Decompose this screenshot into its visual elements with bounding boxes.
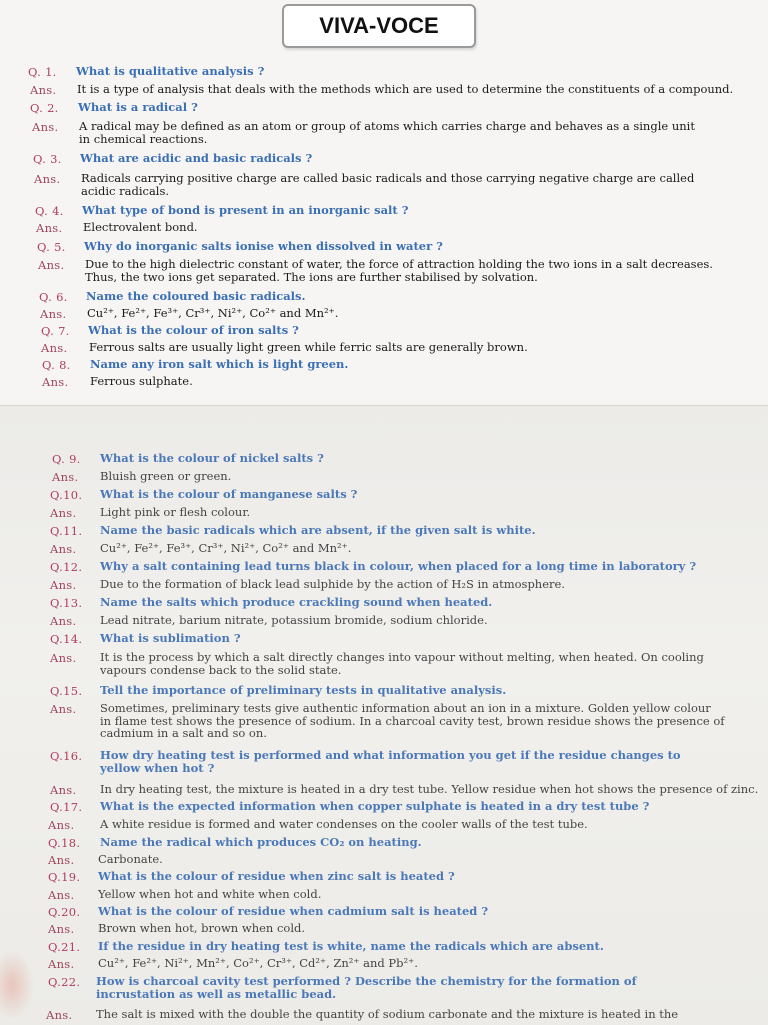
question-text: Name the coloured basic radicals. [86, 289, 306, 303]
answer-label: Ans. [46, 1008, 73, 1022]
answer-label: Ans. [48, 853, 75, 867]
answer-text: Cu²⁺, Fe²⁺, Fe³⁺, Cr³⁺, Ni²⁺, Co²⁺ and Mn²⁺. [87, 306, 339, 320]
question-number: Q.12. [50, 560, 83, 574]
question-number: Q.10. [50, 488, 83, 502]
answer-text: In dry heating test, the mixture is heated in a dry test tube. Yellow residue when hot shows the presence of zinc. [100, 782, 759, 796]
answer-label: Ans. [38, 258, 65, 272]
question-text: Name the salts which produce crackling sound when heated. [100, 595, 493, 609]
question-text: Name the basic radicals which are absent, if the given salt is white. [100, 523, 536, 537]
answer-text: in flame test shows the presence of sodium. In a charcoal cavity test, brown residue shows the presence of [100, 713, 725, 728]
answer-text: acidic radicals. [81, 183, 170, 198]
question-text: If the residue in dry heating test is white, name the radicals which are absent. [98, 939, 604, 953]
question-number: Q. 2. [30, 101, 59, 115]
question-number: Q. 6. [39, 290, 68, 304]
question-text: What is the colour of residue when zinc salt is heated ? [98, 869, 455, 883]
question-text: incrustation as well as metallic bead. [96, 986, 337, 1001]
answer-label: Ans. [48, 888, 75, 902]
question-text: How is charcoal cavity test performed ? Describe the chemistry for the formation of [96, 974, 637, 988]
answer-text: A white residue is formed and water condenses on the cooler walls of the test tube. [100, 817, 588, 831]
question-number: Q.21. [48, 940, 81, 954]
question-number: Q. 5. [37, 240, 66, 254]
question-text: What is the colour of residue when cadmium salt is heated ? [98, 904, 489, 918]
question-text: What are acidic and basic radicals ? [80, 151, 313, 165]
answer-label: Ans. [50, 702, 77, 716]
question-number: Q.16. [50, 749, 83, 763]
question-text: Why a salt containing lead turns black in colour, when placed for a long time in laboratory ? [100, 559, 697, 573]
answer-text: Yellow when hot and white when cold. [98, 887, 322, 901]
answer-text: Due to the high dielectric constant of water, the force of attraction holding the two ions in a salt decreases. [85, 257, 713, 271]
answer-label: Ans. [36, 221, 63, 235]
answer-text: Sometimes, preliminary tests give authentic information about an ion in a mixture. Golden yellow colour [100, 701, 711, 715]
question-number: Q.17. [50, 800, 83, 814]
answer-label: Ans. [50, 614, 77, 628]
answer-text: in chemical reactions. [79, 131, 208, 146]
answer-label: Ans. [50, 506, 77, 520]
question-number: Q. 9. [52, 452, 81, 466]
question-number: Q.18. [48, 836, 81, 850]
answer-text: vapours condense back to the solid state. [100, 662, 342, 677]
answer-label: Ans. [30, 83, 57, 97]
answer-label: Ans. [50, 651, 77, 665]
question-text: What is a radical ? [78, 100, 198, 114]
answer-text: Cu²⁺, Fe²⁺, Fe³⁺, Cr³⁺, Ni²⁺, Co²⁺ and Mn²⁺. [100, 541, 352, 555]
answer-text: Light pink or flesh colour. [100, 505, 251, 519]
answer-text: Due to the formation of black lead sulphide by the action of H₂S in atmosphere. [100, 577, 565, 591]
answer-text: Ferrous sulphate. [90, 374, 193, 388]
answer-text: Electrovalent bond. [83, 220, 198, 234]
answer-text: Lead nitrate, barium nitrate, potassium bromide, sodium chloride. [100, 613, 488, 627]
question-number: Q.13. [50, 596, 83, 610]
question-number: Q.22. [48, 975, 81, 989]
question-text: yellow when hot ? [100, 760, 215, 775]
question-number: Q. 7. [41, 324, 70, 338]
answer-text: Brown when hot, brown when cold. [98, 921, 306, 935]
answer-label: Ans. [48, 922, 75, 936]
question-text: What is qualitative analysis ? [76, 64, 265, 78]
answer-text: Carbonate. [98, 852, 163, 866]
page-title: VIVA-VOCE [319, 13, 439, 38]
answer-text: It is the process by which a salt directly changes into vapour without melting, when heated. On cooling [100, 650, 704, 664]
answer-label: Ans. [48, 818, 75, 832]
question-number: Q. 3. [33, 152, 62, 166]
question-text: Tell the importance of preliminary tests in qualitative analysis. [100, 683, 507, 697]
answer-label: Ans. [32, 120, 59, 134]
answer-label: Ans. [50, 542, 77, 556]
question-text: What is sublimation ? [100, 631, 241, 645]
question-text: What is the colour of manganese salts ? [100, 487, 358, 501]
question-number: Q. 4. [35, 204, 64, 218]
question-number: Q.14. [50, 632, 83, 646]
question-text: Name the radical which produces CO₂ on heating. [100, 835, 422, 849]
finger-smudge [0, 950, 34, 1020]
question-number: Q.15. [50, 684, 83, 698]
answer-text: Ferrous salts are usually light green while ferric salts are generally brown. [89, 340, 528, 354]
answer-label: Ans. [42, 375, 69, 389]
question-text: Why do inorganic salts ionise when dissolved in water ? [84, 239, 443, 253]
question-text: What is the colour of nickel salts ? [100, 451, 324, 465]
answer-label: Ans. [50, 578, 77, 592]
answer-label: Ans. [52, 470, 79, 484]
answer-text: It is a type of analysis that deals with the methods which are used to determine the constituents of a compound. [77, 82, 734, 96]
question-number: Q. 8. [42, 358, 71, 372]
question-text: How dry heating test is performed and what information you get if the residue changes to [100, 748, 681, 762]
answer-text: Bluish green or green. [100, 469, 232, 483]
answer-text: Thus, the two ions get separated. The ions are further stabilised by solvation. [85, 269, 538, 284]
question-number: Q.20. [48, 905, 81, 919]
answer-text: cadmium in a salt and so on. [100, 726, 267, 740]
answer-label: Ans. [48, 957, 75, 971]
question-text: What is the colour of iron salts ? [88, 323, 299, 337]
question-text: What is the expected information when copper sulphate is heated in a dry test tube ? [100, 799, 650, 813]
answer-label: Ans. [40, 307, 67, 321]
answer-text: The salt is mixed with the double the quantity of sodium carbonate and the mixture is heated in the [96, 1007, 679, 1021]
title-box [282, 4, 476, 48]
question-number: Q.11. [50, 524, 83, 538]
question-text: Name any iron salt which is light green. [90, 357, 349, 371]
answer-label: Ans. [34, 172, 61, 186]
question-number: Q.19. [48, 870, 81, 884]
answer-text: Cu²⁺, Fe²⁺, Ni²⁺, Mn²⁺, Co²⁺, Cr³⁺, Cd²⁺, Zn²⁺ and Pb²⁺. [98, 956, 418, 970]
question-text: What type of bond is present in an inorganic salt ? [82, 203, 409, 217]
question-number: Q. 1. [28, 65, 57, 79]
answer-text: A radical may be defined as an atom or group of atoms which carries charge and behaves as a single unit [79, 119, 695, 133]
answer-text: Radicals carrying positive charge are called basic radicals and those carrying negative charge are called [81, 171, 695, 185]
answer-label: Ans. [50, 783, 77, 797]
answer-label: Ans. [41, 341, 68, 355]
